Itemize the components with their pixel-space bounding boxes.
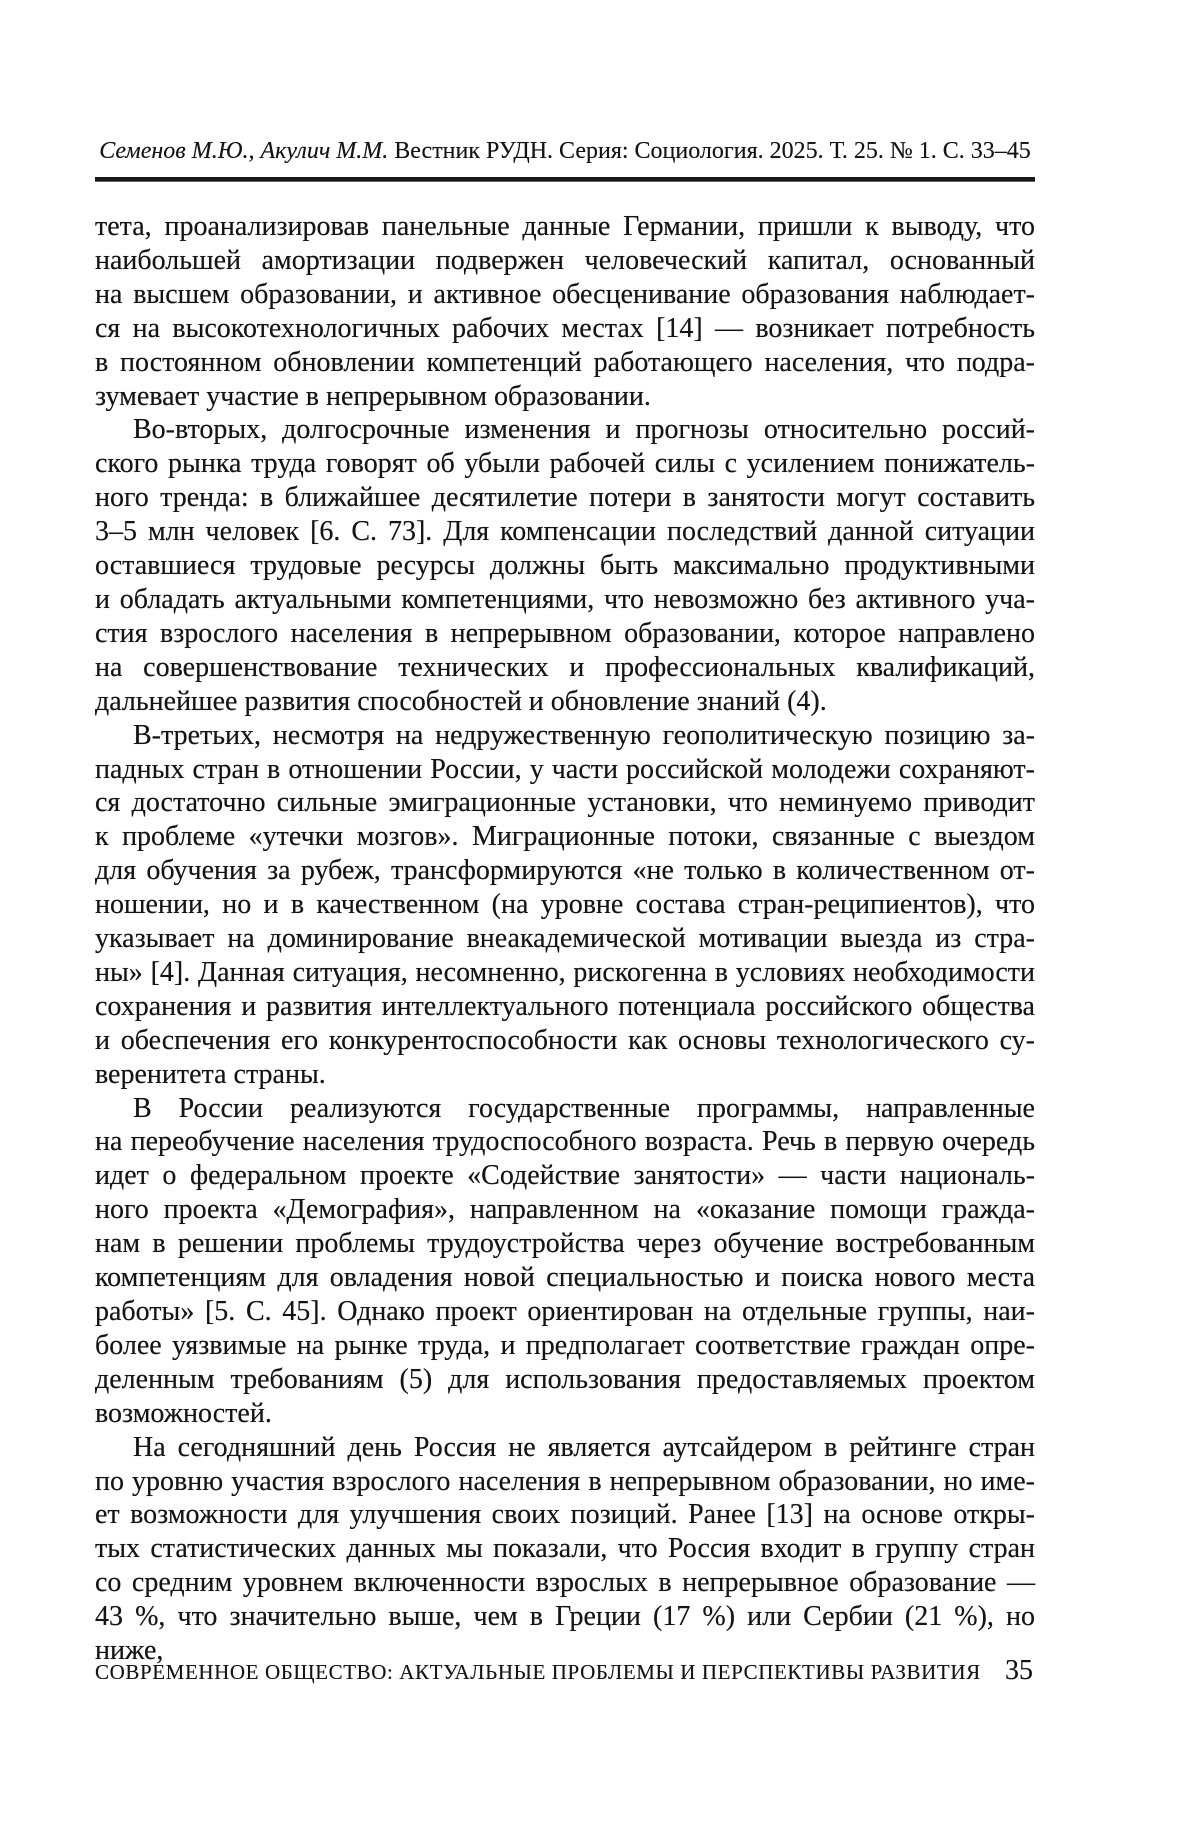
text-line-p5-3: ет возможности для улучшения своих позиций. Ранее [13] на основе откры- [95, 1499, 1035, 1531]
text-line-p3-1: В-третьих, несмотря на недружественную геополитическую позицию за- [133, 719, 1035, 751]
text-line-p2-7: стия взрослого населения в непрерывном образовании, которое направлено [95, 617, 1035, 649]
running-header [95, 138, 1035, 165]
running-header-source: Вестник РУДН. Серия: Социология. 2025. Т. 25. № 1. С. 33–45 [388, 138, 1031, 164]
text-line-p2-3: ного тренда: в ближайшее десятилетие потери в занятости могут составить [95, 482, 1035, 514]
text-line-p2-4: 3–5 млн человек [6. С. 73]. Для компенсации последствий данной ситуации [95, 516, 1035, 548]
text-line-p3-11: веренитета страны. [95, 1058, 326, 1090]
text-line-p4-6: компетенциям для овладения новой специальностью и поиска нового места [95, 1262, 1035, 1294]
text-line-p2-6: и обладать актуальными компетенциями, что невозможно без активного уча- [95, 583, 1035, 615]
text-line-p2-5: оставшиеся трудовые ресурсы должны быть максимально продуктивными [95, 550, 1035, 582]
article-body [95, 210, 1035, 1668]
text-line-p2-1: Во-вторых, долгосрочные изменения и прогнозы относительно россий- [133, 414, 1035, 446]
text-line-p3-7: указывает на доминирование внеакадемической мотивации выезда из стра- [95, 923, 1035, 955]
text-line-p4-4: ного проекта «Демография», направленном на «оказание помощи гражда- [95, 1194, 1035, 1226]
text-line-p3-4: к проблеме «утечки мозгов». Миграционные потоки, связанные с выездом [95, 821, 1035, 853]
running-footer [95, 1655, 1035, 1687]
text-line-p5-2: по уровню участия взрослого населения в непрерывном образовании, но име- [95, 1465, 1035, 1497]
text-line-p4-2: на переобучение населения трудоспособного возраста. Речь в первую очередь [95, 1126, 1035, 1158]
text-line-p1-1: тета, проанализировав панельные данные Германии, пришли к выводу, что [95, 211, 1035, 242]
text-line-p1-2: наибольшей амортизации подвержен человеческий капитал, основанный [95, 244, 1035, 276]
text-line-p3-10: и обеспечения его конкурентоспособности как основы технологического су- [95, 1024, 1035, 1056]
text-line-p3-3: ся достаточно сильные эмиграционные установки, что неминуемо приводит [95, 787, 1035, 819]
footer-page-number: 35 [1005, 1655, 1033, 1686]
text-line-p3-9: сохранения и развития интеллектуального потенциала российского общества [95, 990, 1035, 1022]
footer-section-title: СОВРЕМЕННОЕ ОБЩЕСТВО: АКТУАЛЬНЫЕ ПРОБЛЕМЫ И ПЕРСПЕКТИВЫ РАЗВИТИЯ [95, 1660, 981, 1684]
text-line-p2-9: дальнейшее развития способностей и обновление знаний (4). [95, 685, 827, 717]
text-line-p3-8: ны» [4]. Данная ситуация, несомненно, рискогенна в условиях необходимости [95, 956, 1035, 988]
text-line-p5-4: тых статистических данных мы показали, что Россия входит в группу стран [95, 1533, 1035, 1565]
running-header-authors: Семенов М.Ю., Акулич М.М. [99, 138, 389, 164]
text-line-p4-5: нам в решении проблемы трудоустройства через обучение востребованным [95, 1228, 1035, 1260]
text-line-p4-7: работы» [5. С. 45]. Однако проект ориентирован на отдельные группы, наи- [95, 1296, 1035, 1327]
text-line-p4-10: возможностей. [95, 1397, 272, 1429]
text-line-p3-2: падных стран в отношении России, у части российской молодежи сохраняют- [95, 753, 1035, 785]
header-rule [95, 177, 1035, 182]
text-line-p4-8: более уязвимые на рынке труда, и предполагает соответствие граждан опре- [95, 1329, 1035, 1361]
text-line-p3-5: для обучения за рубеж, трансформируются «не только в количественном от- [95, 855, 1035, 887]
text-line-p1-3: на высшем образовании, и активное обесценивание образования наблюдает- [95, 278, 1035, 310]
text-line-p4-9: деленным требованиям (5) для использования предоставляемых проектом [95, 1363, 1035, 1395]
text-line-p5-6: 43 %, что значительно выше, чем в Греции (17 %) или Сербии (21 %), но ниже, [95, 1601, 1035, 1667]
text-line-p5-1: На сегодняшний день Россия не является аутсайдером в рейтинге стран [133, 1431, 1035, 1463]
text-line-p4-1: В России реализуются государственные программы, направленные [133, 1092, 1035, 1124]
text-line-p3-6: ношении, но и в качественном (на уровне состава стран-реципиентов), что [95, 889, 1035, 921]
text-line-p1-5: в постоянном обновлении компетенций работающего населения, что подра- [95, 346, 1035, 378]
text-line-p1-4: ся на высокотехнологичных рабочих местах [14] — возникает потребность [95, 312, 1035, 344]
text-line-p4-3: идет о федеральном проекте «Содействие занятости» — части националь- [95, 1160, 1035, 1192]
text-line-p2-2: ского рынка труда говорят об убыли рабочей силы с усилением понижатель- [95, 448, 1035, 480]
text-line-p1-6: зумевает участие в непрерывном образовании. [95, 380, 651, 412]
text-line-p2-8: на совершенствование технических и профессиональных квалификаций, [95, 651, 1035, 683]
text-line-p5-5: со средним уровнем включенности взрослых в непрерывное образование — [95, 1567, 1035, 1599]
